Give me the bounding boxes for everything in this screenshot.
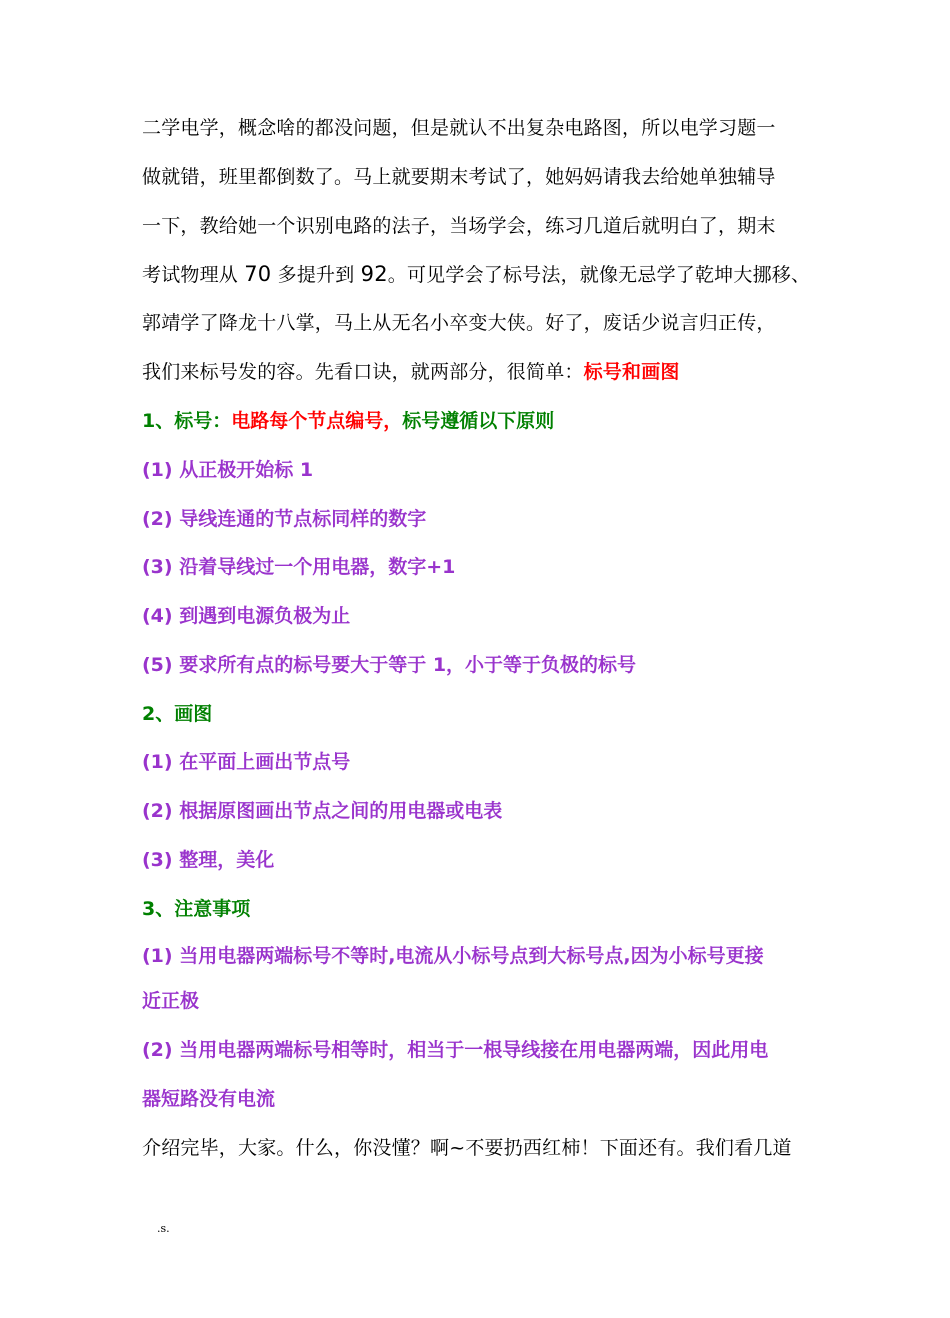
paragraph-line-4-part-e: 。可见学会了标号法，就像无忌学了乾坤大挪移、 [387,264,811,286]
section2-heading: 2、画图 [142,703,213,725]
paragraph-line-4-part-c: 多提升到 [271,264,361,286]
section1-heading-label: 1、标号： [142,410,232,432]
section1-item-1: (1) 从正极开始标 1 [142,459,314,481]
section1-heading-tail: 标号遵循以下原则 [402,410,555,432]
paragraph-line-1: 二学电学，概念啥的都没问题，但是就认不出复杂电路图，所以电学习题一 [142,117,776,139]
section3-item-1-line-2: 近正极 [142,990,200,1012]
page-footer-mark: .s. [157,1222,170,1235]
mnemonic-highlight: 标号和画图 [583,361,680,383]
score-before: 70 [244,262,272,286]
paragraph-line-5: 郭靖学了降龙十八掌，马上从无名小卒变大侠。好了，废话少说言归正传， [142,312,776,334]
section1-heading-highlight: 电路每个节点编号， [231,410,403,432]
paragraph-line-3: 一下，教给她一个识别电路的法子，当场学会，练习几道后就明白了，期末 [142,215,776,237]
section3-item-1-line-1: (1) 当用电器两端标号不等时,电流从小标号点到大标号点,因为小标号更接 [142,945,764,967]
section2-item-2: (2) 根据原图画出节点之间的用电器或电表 [142,800,503,822]
section1-item-4: (4) 到遇到电源负极为止 [142,605,351,627]
section2-item-1: (1) 在平面上画出节点号 [142,751,351,773]
section3-item-2-line-1: (2) 当用电器两端标号相等时，相当于一根导线接在用电器两端，因此用电 [142,1039,769,1061]
section1-item-3: (3) 沿着导线过一个用电器，数字+1 [142,556,456,578]
section2-item-3: (3) 整理，美化 [142,849,275,871]
paragraph-line-6 [142,359,842,385]
section1-item-2: (2) 导线连通的节点标同样的数字 [142,508,427,530]
section1-item-5: (5) 要求所有点的标号要大于等于 1，小于等于负极的标号 [142,654,637,676]
closing-paragraph: 介绍完毕，大家。什么，你没懂？啊~不要扔西红柿！下面还有。我们看几道 [142,1137,792,1159]
paragraph-line-4-part-a: 考试物理从 [142,264,245,286]
paragraph-line-6-text: 我们来标号发的容。先看口诀，就两部分，很简单： [142,361,584,383]
section3-heading: 3、注意事项 [142,898,251,920]
section1-heading [142,408,842,434]
section3-item-2-line-2: 器短路没有电流 [142,1088,276,1110]
paragraph-line-4 [142,261,842,288]
paragraph-line-2: 做就错，班里都倒数了。马上就要期末考试了，她妈妈请我去给她单独辅导 [142,166,776,188]
score-after: 92 [360,262,388,286]
